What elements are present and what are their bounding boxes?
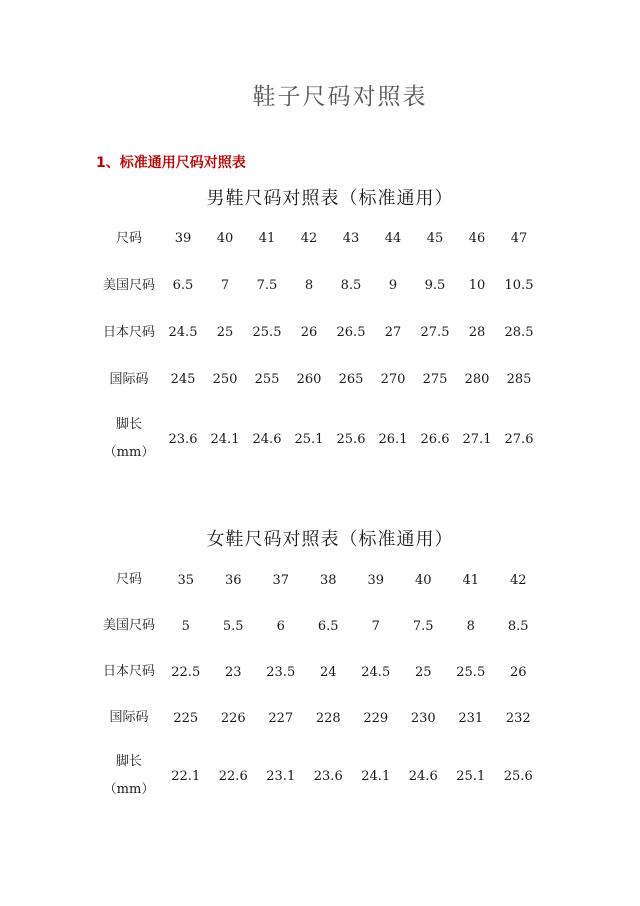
table-row — [96, 649, 542, 695]
table-cell: 228 — [315, 710, 341, 726]
table-cell: 26.6 — [420, 431, 450, 447]
table-cell: 28 — [468, 325, 486, 340]
table-cell: 23.5 — [266, 664, 296, 680]
table-cell: 41 — [258, 231, 276, 246]
table-cell: 23.6 — [313, 768, 343, 784]
table-cell: 27.1 — [462, 431, 492, 447]
table-cell: 24.6 — [408, 768, 438, 784]
row-label — [96, 695, 162, 741]
table-cell: 40 — [216, 231, 234, 246]
table-cell: 39 — [367, 572, 385, 588]
table-cell: 42 — [300, 231, 318, 246]
table-cell: 25 — [216, 325, 234, 340]
table-row — [96, 695, 542, 741]
table-cell: 44 — [384, 231, 402, 246]
table-cell: 27.6 — [504, 431, 534, 447]
table-cell: 9.5 — [424, 278, 446, 293]
table-cell: 26.5 — [336, 325, 366, 340]
table-cell: 5 — [181, 618, 190, 634]
table-cell: 26.1 — [378, 431, 408, 447]
table-cell: 230 — [410, 710, 436, 726]
table-cell: 10 — [468, 278, 486, 293]
row-label-text: 日本尺码 — [102, 664, 155, 679]
table-cell: 40 — [414, 572, 432, 588]
table-row — [96, 403, 540, 475]
table-cell: 8.5 — [340, 278, 362, 293]
table-cell: 5.5 — [222, 618, 244, 634]
table-cell: 46 — [468, 231, 486, 246]
row-label-text: 尺码 — [115, 230, 142, 246]
table-cell: 41 — [462, 572, 480, 588]
table-cell: 23 — [224, 664, 242, 680]
table-cell: 22.5 — [171, 664, 201, 680]
table-cell: 25.1 — [456, 768, 486, 784]
table-cell: 265 — [338, 372, 364, 387]
row-label-text: 国际码 — [109, 710, 149, 725]
table-cell: 24 — [319, 664, 337, 680]
table-cell: 245 — [170, 372, 196, 387]
table-cell: 6 — [276, 618, 285, 634]
table-cell: 225 — [173, 710, 199, 726]
row-label-text: 美国尺码 — [102, 618, 155, 633]
row-label-text: 尺码 — [115, 572, 142, 587]
table-cell: 260 — [296, 372, 322, 387]
table-cell: 24.5 — [361, 664, 391, 680]
table-cell: 24.5 — [168, 325, 198, 340]
row-label — [96, 215, 162, 262]
row-label-text: 日本尺码 — [102, 324, 155, 340]
table-cell: 227 — [268, 710, 294, 726]
womens-size-table — [96, 557, 542, 811]
table-row — [96, 741, 542, 811]
table-cell: 7 — [371, 618, 380, 634]
row-label-text: 脚长 — [115, 754, 142, 769]
table-cell: 26 — [300, 325, 318, 340]
womens-table-caption: 女鞋尺码对照表（标准通用） — [206, 529, 454, 550]
row-label — [96, 262, 162, 309]
table-cell: 232 — [505, 710, 531, 726]
table-cell: 47 — [510, 231, 528, 246]
table-cell: 229 — [363, 710, 389, 726]
table-row — [96, 215, 540, 262]
row-label-text: 美国尺码 — [102, 277, 155, 293]
table-cell: 25.5 — [456, 664, 486, 680]
table-cell: 10.5 — [504, 278, 534, 293]
table-cell: 42 — [509, 572, 527, 588]
page-title: 鞋子尺码对照表 — [252, 84, 428, 110]
row-label-text: （mm） — [103, 782, 155, 797]
table-cell: 37 — [272, 572, 290, 588]
table-cell: 22.1 — [171, 768, 201, 784]
table-cell: 250 — [212, 372, 238, 387]
table-row — [96, 262, 540, 309]
table-row — [96, 309, 540, 356]
table-cell: 23.1 — [266, 768, 296, 784]
row-label — [96, 309, 162, 356]
row-label — [96, 356, 162, 403]
table-cell: 36 — [224, 572, 242, 588]
row-label-text: 脚长 — [115, 417, 142, 432]
table-cell: 9 — [388, 278, 398, 293]
table-cell: 23.6 — [168, 431, 198, 447]
table-cell: 22.6 — [218, 768, 248, 784]
table-row — [96, 356, 540, 403]
table-cell: 226 — [220, 710, 246, 726]
table-cell: 8 — [304, 278, 314, 293]
table-cell: 6.5 — [317, 618, 339, 634]
table-cell: 25 — [414, 664, 432, 680]
table-cell: 8.5 — [507, 618, 529, 634]
mens-size-table — [96, 215, 540, 475]
row-label-text: 国际码 — [109, 371, 149, 387]
table-cell: 285 — [506, 372, 532, 387]
mens-table-caption: 男鞋尺码对照表（标准通用） — [206, 188, 454, 209]
table-row — [96, 557, 542, 603]
table-cell: 7 — [220, 278, 230, 293]
table-cell: 275 — [422, 372, 448, 387]
table-cell: 8 — [466, 618, 475, 634]
table-cell: 43 — [342, 231, 360, 246]
table-cell: 27.5 — [420, 325, 450, 340]
table-cell: 231 — [458, 710, 484, 726]
table-cell: 7.5 — [412, 618, 434, 634]
table-cell: 38 — [319, 572, 337, 588]
table-cell: 26 — [509, 664, 527, 680]
row-label — [96, 741, 162, 811]
table-row — [96, 603, 542, 649]
table-cell: 280 — [464, 372, 490, 387]
table-cell: 27 — [384, 325, 402, 340]
table-cell: 24.1 — [210, 431, 240, 447]
row-label — [96, 557, 162, 603]
row-label — [96, 403, 162, 475]
table-cell: 24.6 — [252, 431, 282, 447]
table-cell: 7.5 — [256, 278, 278, 293]
row-label — [96, 649, 162, 695]
section-heading: 1、标准通用尺码对照表 — [96, 155, 246, 171]
table-cell: 25.6 — [503, 768, 533, 784]
table-cell: 39 — [174, 231, 192, 246]
table-cell: 25.6 — [336, 431, 366, 447]
table-cell: 6.5 — [172, 278, 194, 293]
table-cell: 24.1 — [361, 768, 391, 784]
table-cell: 45 — [426, 231, 444, 246]
row-label-text: （mm） — [103, 445, 155, 460]
table-cell: 270 — [380, 372, 406, 387]
table-cell: 255 — [254, 372, 280, 387]
table-cell: 35 — [177, 572, 195, 588]
row-label — [96, 603, 162, 649]
table-cell: 28.5 — [504, 325, 534, 340]
table-cell: 25.1 — [294, 431, 324, 447]
table-cell: 25.5 — [252, 325, 282, 340]
